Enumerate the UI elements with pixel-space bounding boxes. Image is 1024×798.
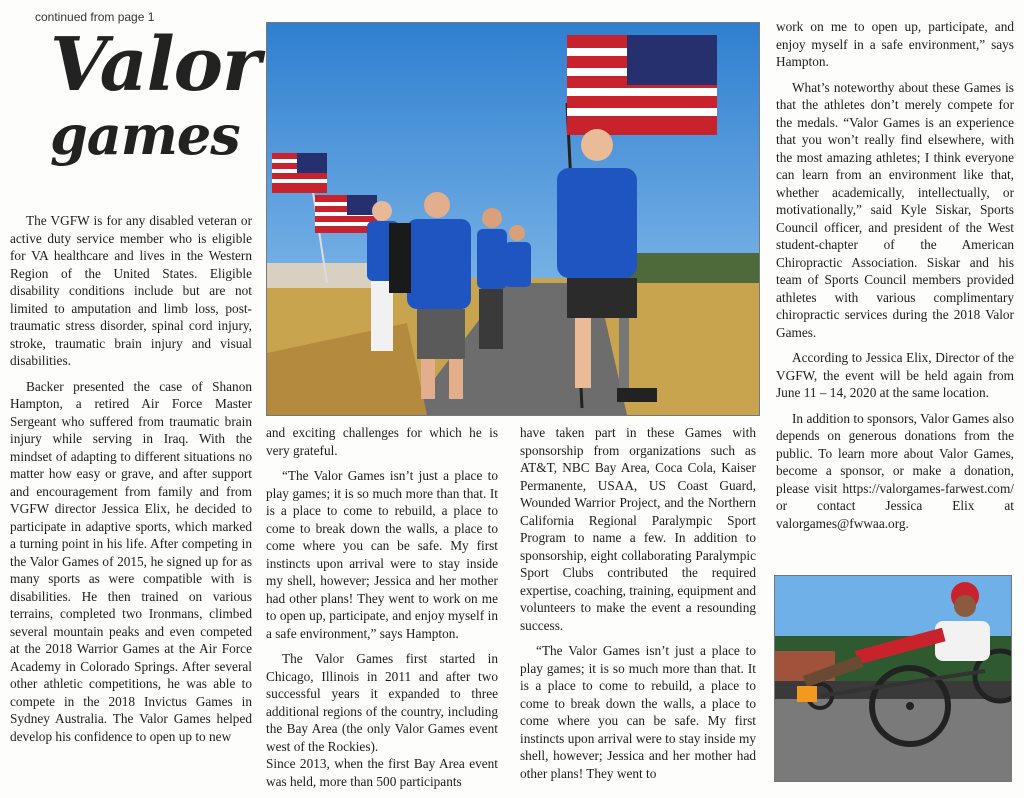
main-photo bbox=[266, 22, 760, 416]
article-title bbox=[50, 22, 261, 167]
paragraph: The VGFW is for any disabled veteran or active duty service member who is eligible for VA healthcare and lives in the Western Region of the United States. Eligible disability conditions include but are not limited to amputation and limb loss, post-traumatic stress disorder, spinal cord injury, stroke, traumatic brain injury and visual disabilities. bbox=[10, 213, 252, 368]
paragraph: According to Jessica Elix, Director of the VGFW, the event will be held again from June 11 – 14, 2020 at the same location. bbox=[776, 350, 1014, 400]
handcycle-athlete-photo bbox=[775, 576, 1011, 781]
paragraph: work on me to open up, participate, and enjoy myself in a safe environment,” says Hampton. bbox=[776, 19, 1014, 69]
text-column-4 bbox=[776, 18, 1014, 540]
text-column-2 bbox=[266, 424, 498, 798]
title-line-2: games bbox=[50, 103, 240, 167]
paragraph: What’s noteworthy about these Games is that the athletes don’t merely compete for the medals. “Valor Games is an experience that you won’t really find elsewhere, with the most amazing athletes; I think everyone can learn from an environment like that, whether academically, intellectually, or motivationally,” said Kyle Siskar, Sports Council officer, and president of the West student-chapter of the American Chiropractic Association. Siskar and his team of Sports Council members provided athletes with various complimentary chiropractic services during the 2018 Valor Games. bbox=[776, 79, 1014, 340]
title-line-1: Valor bbox=[50, 22, 261, 108]
athletes-walking-with-flags-photo bbox=[267, 23, 759, 415]
paragraph: Since 2013, when the first Bay Area event was held, more than 500 participants bbox=[266, 756, 498, 789]
text-column-1 bbox=[10, 212, 252, 753]
paragraph: “The Valor Games isn’t just a place to play games; it is so much more than that. It is a place to come to rebuild, a place to come to break down the walls, a place to come where you can be safe. My first instincts upon arrival were to stay inside my shell, however; Jessica and her mother had other plans! They went to bbox=[520, 643, 756, 781]
paragraph: In addition to sponsors, Valor Games also depends on generous donations from the public. To learn more about Valor Games, become a sponsor, or make a donation, please visit https://valorgames-farwest.com/ or contact Jessica Elix at valorgames@fwwaa.org. bbox=[776, 410, 1014, 531]
paragraph: Backer presented the case of Shanon Hampton, a retired Air Force Master Sergeant who suffered from traumatic brain injury while serving in Iraq. With the mindset of adapting to different situations no matter how easy or grave, and after support and encouragement from family and from VGFW director Jessica Elix, he decided to participate in adaptive sports, which marked a turning point in his life. After competing in the Valor Games of 2015, he signed up for as many sports as were compatible with is disabilities. He then trained on various terrains, completed two Ironmans, climbed several mountain peaks and even competed at the 2018 Warrior Games at the Air Force Academy in Colorado Springs. After several other athletic competitions, he was able to compete in the 2018 Invictus Games in Sydney Australia. The Valor Games helped develop his confidence to open up to new bbox=[10, 378, 252, 744]
paragraph: “The Valor Games isn’t just a place to play games; it is so much more than that. It is a place to come to rebuild, a place to come to break down the walls, a place to come where you can be safe. My first instincts upon arrival were to stay inside my shell, however; Jessica and her mother had other plans! They went to work on me to open up, participate, and enjoy myself in a safe environment,” says Hampton. bbox=[266, 468, 498, 641]
cyclist-photo bbox=[774, 575, 1012, 782]
continued-label: continued from page 1 bbox=[35, 10, 155, 24]
text-column-3 bbox=[520, 424, 756, 790]
paragraph: have taken part in these Games with sponsorship from organizations such as AT&T, NBC Bay Area, Coca Cola, Kaiser Permanente, USAA, US Coast Guard, Wounded Warrior Project, and the Northern California Regional Paralympic Sport Program to name a few. In addition to sponsorship, eight collaborating Paralympic Sport Clubs contributed the required expertise, coaching, training, equipment and volunteers to make the event a resounding success. bbox=[520, 425, 756, 633]
paragraph: and exciting challenges for which he is very grateful. bbox=[266, 425, 498, 458]
paragraph: The Valor Games first started in Chicago, Illinois in 2011 and after two successful years it expanded to three additional regions of the country, including the Bay Area (the only Valor Games event west of the Rockies). bbox=[266, 651, 498, 754]
